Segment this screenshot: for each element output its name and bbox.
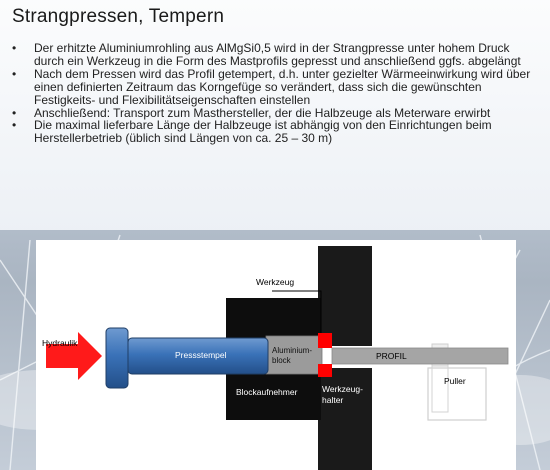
werkzeughalter-upper	[318, 246, 372, 346]
pressstempel-head	[106, 328, 128, 388]
bullet-glyph: •	[12, 66, 17, 81]
text-panel	[0, 0, 550, 230]
aluminium-block	[266, 336, 322, 374]
bullet-text: Der erhitzte Aluminiumrohling aus AlMgSi0,5 wird in der Strangpresse unter hohem Druck durch ein Werkzeug in die Form des Mastprofils gepresst und anschließend ggfs. abgelängt	[34, 41, 521, 68]
label-werkzeughalter: Werkzeug-	[322, 384, 363, 394]
bullet-list	[12, 42, 537, 145]
bullet-item	[12, 68, 537, 107]
bullet-item	[12, 42, 537, 68]
bullet-text: Die maximal lieferbare Länge der Halbzeuge ist abhängig von den Einrichtungen beim Herstellerbetrieb (üblich sind Längen von ca. 25 – 30 m)	[34, 118, 492, 146]
label-puller: Puller	[444, 376, 466, 386]
extrusion-diagram	[36, 240, 516, 470]
label-aluminium: Aluminium-	[272, 346, 313, 355]
bullet-text: Anschließend: Transport zum Masthersteller, der die Halbzeuge als Meterware erwirbt	[34, 105, 491, 120]
werkzeug-upper	[318, 333, 332, 348]
slide-title: Strangpressen, Tempern	[12, 6, 225, 27]
bullet-glyph: •	[12, 105, 17, 120]
label-pressstempel: Pressstempel	[175, 350, 227, 360]
werkzeug-lower	[318, 364, 332, 377]
bullet-glyph: •	[12, 118, 17, 133]
label-werkzeughalter-2: halter	[322, 395, 344, 405]
label-hydraulik: Hydraulik	[42, 338, 78, 348]
bullet-item	[12, 119, 537, 145]
label-werkzeug: Werkzeug	[256, 277, 295, 287]
label-blockaufnehmer: Blockaufnehmer	[236, 387, 298, 397]
bullet-text: Nach dem Pressen wird das Profil getempert, d.h. unter gezielter Wärmeeinwirkung wird über einen definierten Zeitraum das Korngefüge so verändert, dass sich die gewünschten Festigkeits- und Flexibilitätseigenschaften einstellen	[34, 66, 531, 107]
profil-bar	[332, 348, 508, 364]
label-profil: PROFIL	[376, 351, 407, 361]
bullet-glyph: •	[12, 41, 17, 55]
label-aluminium-2: block	[272, 356, 291, 365]
